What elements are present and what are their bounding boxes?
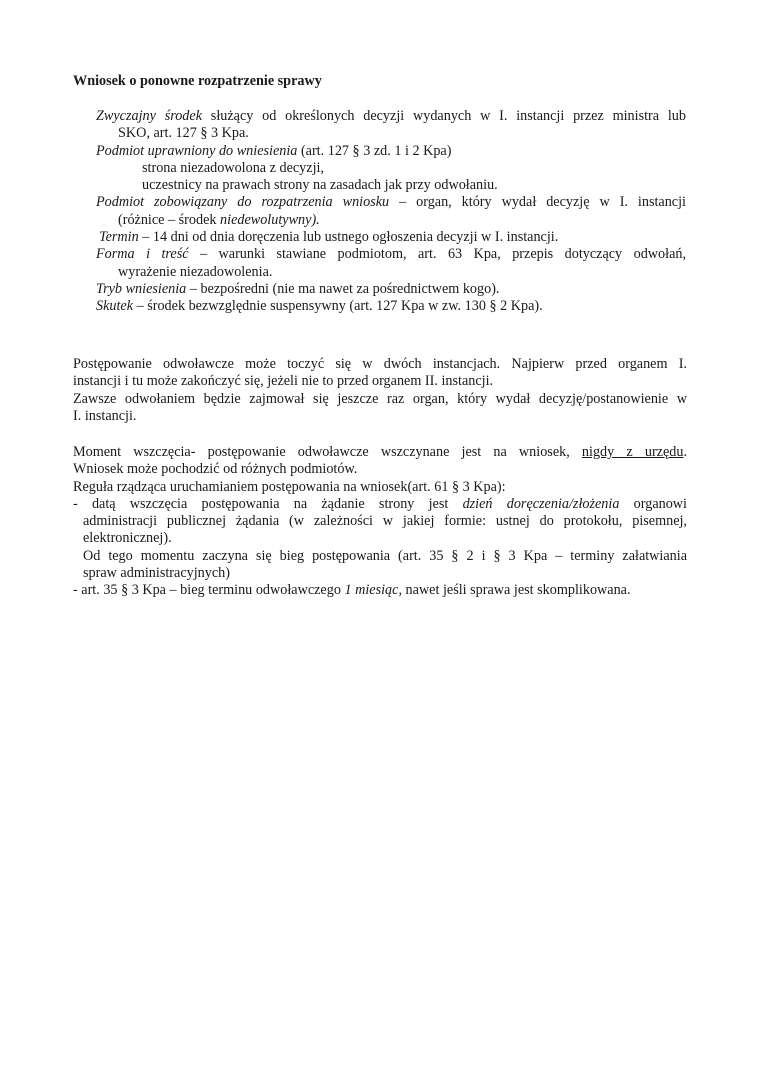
italic-text: dzień doręczenia/złożenia [462,495,620,512]
point-skutek [96,298,686,315]
underlined-text: nigdy z urzędu [581,444,684,460]
text-segment: - datą wszczęcia postępowania na żądanie strony jest [73,495,463,512]
point-label: Podmiot zobowiązany do rozpatrzenia wniosku [96,194,390,211]
paragraph-wszczecie [73,444,687,600]
point-tryb [96,281,686,298]
point-text: – środek bezwzględnie suspensywny (art. 127 Kpa w zw. 130 § 2 Kpa). [133,298,543,315]
text-segment: , nawet jeśli sprawa jest skomplikowana. [398,582,631,599]
point-label: Podmiot uprawniony do wniesienia [96,142,298,159]
point-label: Termin [99,229,139,246]
point-text-cont: (różnice – środek [118,211,221,228]
bullet-termin-odwolawczy [73,582,687,599]
point-label: Forma i treść [96,246,189,263]
text-line: spraw administracyjnych) [83,565,230,582]
italic-text: 1 miesiąc [344,582,399,599]
points-section [0,108,760,316]
point-podmiot [96,143,686,195]
point-text: służący od określonych decyzji wydanych w I. instancji przez ministra lub [202,108,686,124]
text-line: elektronicznej). [83,530,172,547]
bullet-data-wszczecia [73,496,687,582]
point-text: – warunki stawiane podmiotom, art. 63 Kpa, przepis dotyczący odwołań, [188,246,687,263]
point-text: – organ, który wydał decyzję w I. instancji [389,194,686,211]
point-text: – 14 dni od dnia doręczenia lub ustnego ogłoszenia decyzji w I. instancji. [138,229,559,246]
text-line: Wniosek może pochodzić od różnych podmiotów. [73,461,358,478]
point-zwyczajny [96,108,686,143]
point-text-end: ). [311,211,320,228]
document-title: Wniosek o ponowne rozpatrzenie sprawy [73,73,322,89]
text-segment: organowi [619,495,687,512]
text-line: Postępowanie odwoławcze może toczyć się w dwóch instancjach. Najpierw przed organem I. [73,356,687,372]
point-text-cont: SKO, art. 127 § 3 Kpa. [118,125,249,142]
text-line: Od tego momentu zaczyna się bieg postępowania (art. 35 § 2 i § 3 Kpa – terminy załatwiania [83,547,687,564]
text-line: Zawsze odwołaniem będzie zajmował się jeszcze raz organ, który wydał decyzję/postanowienie w [73,390,687,407]
point-forma [96,246,686,281]
point-italic: niedewolutywny [220,211,312,228]
text-line: I. instancji. [73,407,137,424]
text-line: instancji i tu może zakończyć się, jeżeli nie to przed organem II. instancji. [73,373,494,390]
text-line: administracji publicznej żądania (w zależności w jakiej formie: ustnej do protokołu, pisemnej, [83,513,687,530]
point-label: Tryb wniesienia [96,280,187,297]
text-segment: Moment wszczęcia- postępowanie odwoławcze wszczynane jest na wniosek, [73,444,582,460]
point-zobowiazany [96,194,686,229]
point-text-cont: wyrażenie niezadowolenia. [118,263,273,280]
sub-item: uczestnicy na prawach strony na zasadach jak przy odwołaniu. [142,177,498,194]
point-label: Zwyczajny środek [96,108,202,124]
text-line: Reguła rządząca uruchamianiem postępowania na wniosek(art. 61 § 3 Kpa): [73,478,506,495]
point-text: (art. 127 § 3 zd. 1 i 2 Kpa) [297,142,452,159]
text-segment: . [683,444,687,460]
point-termin [99,229,689,246]
paragraph-instancje [73,356,687,425]
point-label: Skutek [96,298,134,315]
text-segment: - art. 35 § 3 Kpa – bieg terminu odwoławczego [73,582,345,599]
sub-item: strona niezadowolona z decyzji, [142,159,324,176]
point-text: – bezpośredni (nie ma nawet za pośrednictwem kogo). [186,280,500,297]
